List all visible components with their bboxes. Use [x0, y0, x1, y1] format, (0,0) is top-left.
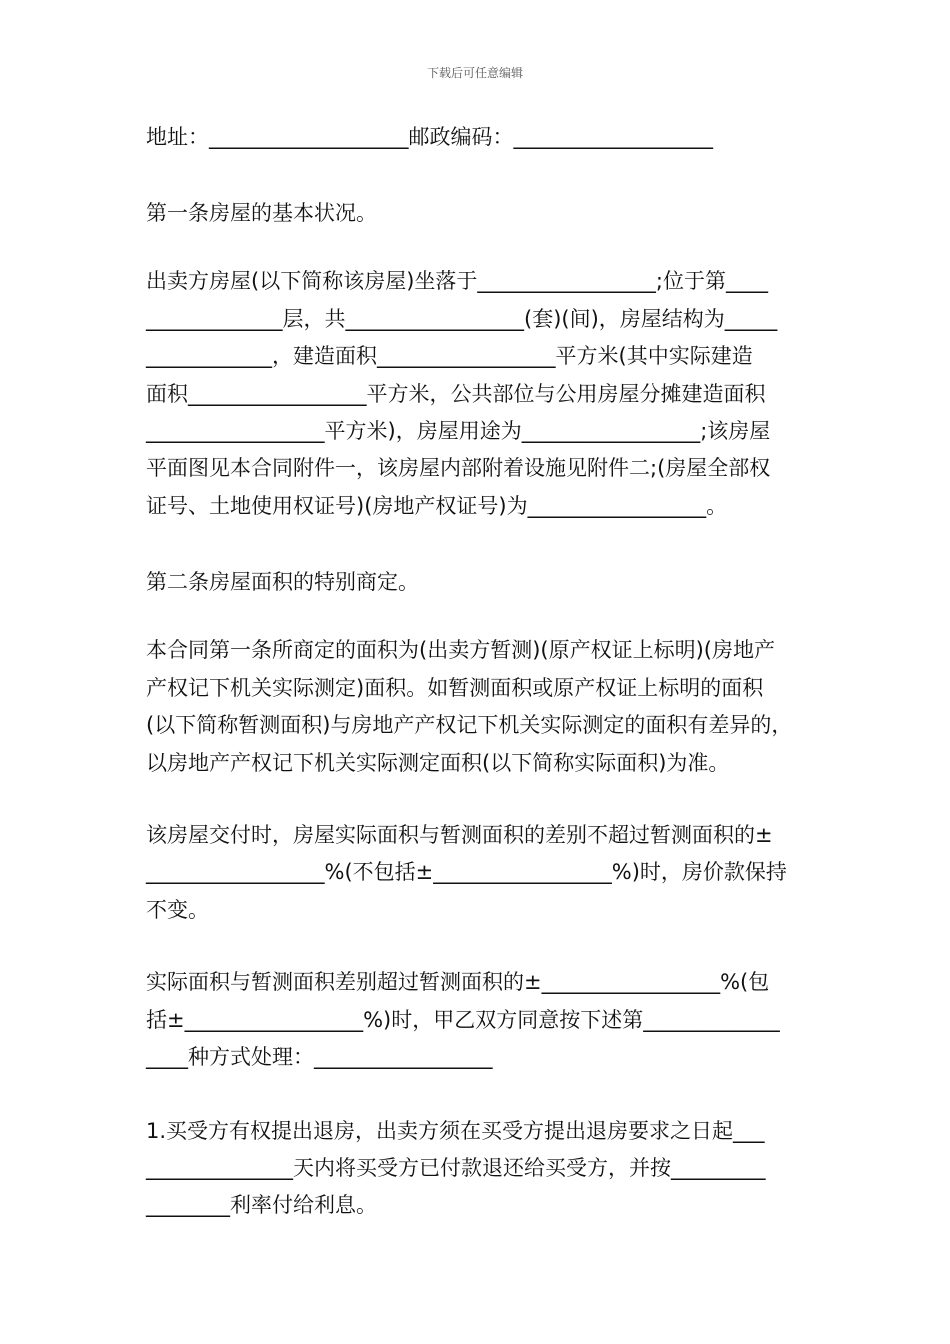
line-article-1-p1: 出卖方房屋(以下简称该房屋)坐落于_________________;位于第____ — [146, 269, 768, 293]
line-article-2-title: 第二条房屋面积的特别商定。 — [146, 570, 419, 594]
line-article-1-p5: _________________平方米)，房屋用途为_________________;该房屋 — [146, 419, 771, 443]
page-header-note: 下载后可任意编辑 — [426, 66, 523, 80]
line-article-2-p1: 本合同第一条所商定的面积为(出卖方暂测)(原产权证上标明)(房地产 — [146, 638, 775, 662]
line-article-1-title: 第一条房屋的基本状况。 — [146, 201, 377, 225]
line-exceed-p2: 括±_________________%)时，甲乙双方同意按下述第_____________ — [146, 1008, 780, 1032]
line-exceed-p3: ____种方式处理：_________________ — [146, 1045, 493, 1069]
line-item-1-p3: ________利率付给利息。 — [146, 1193, 377, 1217]
line-delivery-p3: 不变。 — [146, 898, 209, 922]
line-article-1-p3: ____________，建造面积_________________平方米(其中实际建造 — [146, 344, 753, 368]
line-article-2-p2: 产权记下机关实际测定)面积。如暂测面积或原产权证上标明的面积 — [146, 676, 764, 700]
line-article-2-p4: 以房地产产权记下机关实际测定面积(以下简称实际面积)为准。 — [146, 751, 730, 775]
line-item-1-p1: 1.买受方有权提出退房，出卖方须在买受方提出退房要求之日起___ — [146, 1119, 765, 1143]
line-article-1-p4: 面积_________________平方米，公共部位与公用房屋分摊建造面积 — [146, 382, 766, 406]
line-article-1-p7: 证号、土地使用权证号)(房地产权证号)为_________________。 — [146, 494, 728, 518]
line-article-2-p3: (以下简称暂测面积)与房地产产权记下机关实际测定的面积有差异的， — [146, 713, 793, 737]
line-exceed-p1: 实际面积与暂测面积差别超过暂测面积的±_________________%(包 — [146, 970, 770, 994]
line-article-1-p6: 平面图见本合同附件一，该房屋内部附着设施见附件二;(房屋全部权 — [146, 456, 771, 480]
line-item-1-p2: ______________天内将买受方已付款退还给买受方，并按_________ — [146, 1156, 766, 1180]
line-delivery-p2: _________________%(不包括±_________________%)时，房价款保持 — [146, 860, 787, 884]
line-delivery-p1: 该房屋交付时，房屋实际面积与暂测面积的差别不超过暂测面积的± — [146, 823, 773, 847]
line-address: 地址：___________________邮政编码：___________________ — [146, 125, 713, 149]
line-article-1-p2: _____________层，共_________________(套)(间)，房屋结构为_____ — [146, 307, 778, 331]
